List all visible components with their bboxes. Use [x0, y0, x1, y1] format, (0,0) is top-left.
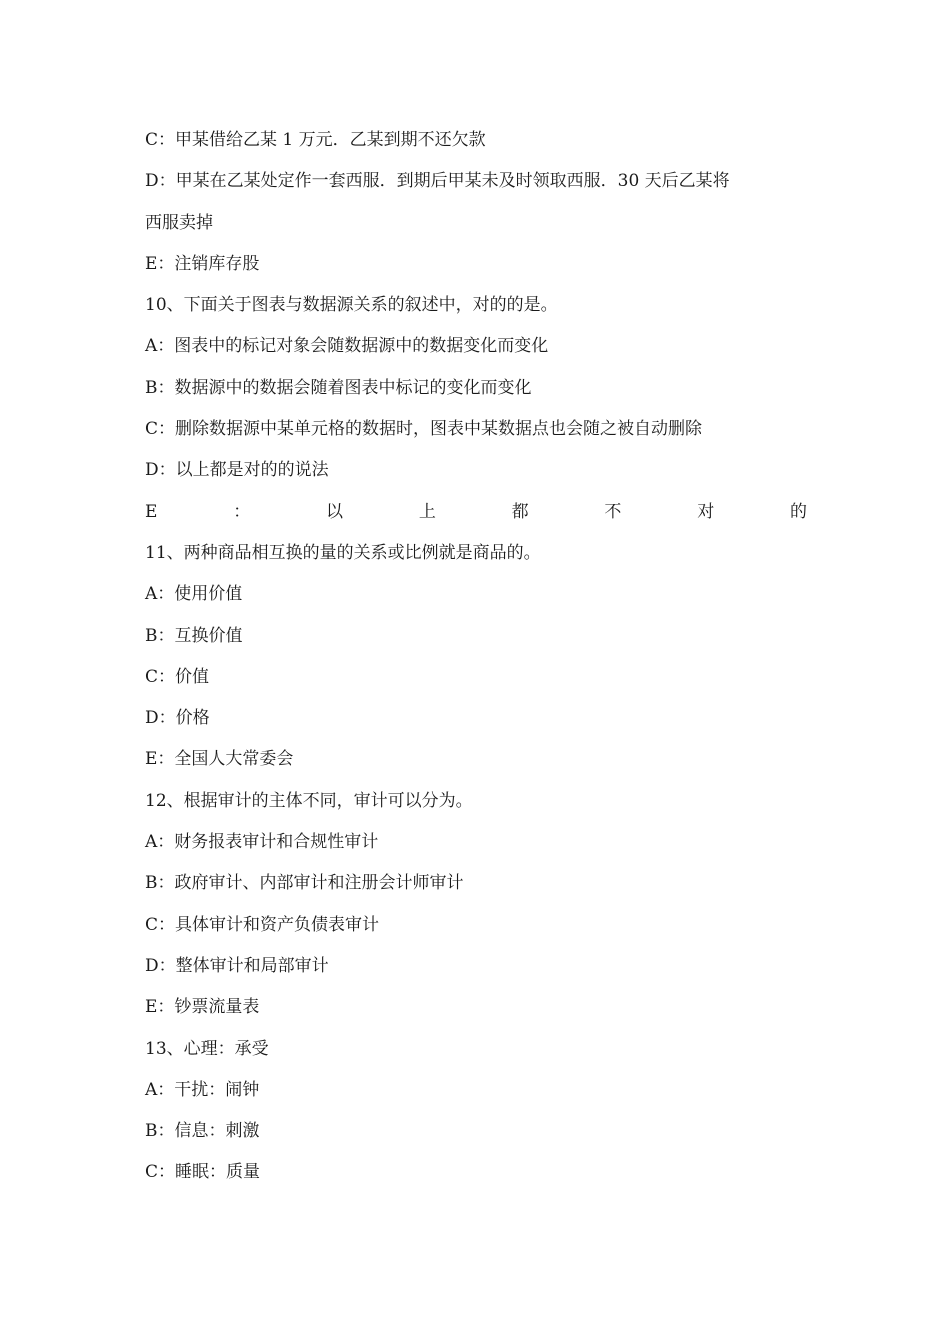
option-a-q13: A：干扰：闹钟: [145, 1079, 260, 1100]
option-a-q12: A：财务报表审计和合规性审计: [145, 832, 379, 853]
option-e-q10-char: ：: [233, 501, 251, 522]
option-e-q10-char: 以: [326, 501, 344, 522]
option-c-q10: C：删除数据源中某单元格的数据时，图表中某数据点也会随之被自动删除: [145, 419, 703, 440]
question-10: 10、下面关于图表与数据源关系的叙述中，对的的是。: [145, 295, 558, 316]
option-b-q11: B：互换价值: [145, 625, 243, 646]
option-b-q12: B：政府审计、内部审计和注册会计师审计: [145, 873, 464, 894]
option-e-q10: [145, 492, 807, 533]
option-d-q9: D：甲某在乙某处定作一套西服．到期后甲某未及时领取西服．30 天后乙某将: [145, 171, 730, 192]
option-e-q10-char: 的: [790, 501, 807, 522]
option-b-q10: B：数据源中的数据会随着图表中标记的变化而变化: [145, 377, 532, 398]
option-d-q11: D：价格: [145, 708, 210, 729]
option-d-q12: D：整体审计和局部审计: [145, 955, 329, 976]
option-c-q12: C：具体审计和资产负债表审计: [145, 914, 380, 935]
option-e-q10-char: 对: [697, 501, 715, 522]
option-e-q10-char: E: [145, 501, 158, 522]
question-13: 13、心理：承受: [145, 1038, 269, 1059]
question-12: 12、根据审计的主体不同，审计可以分为。: [145, 790, 473, 811]
option-e-q10-char: 都: [511, 501, 529, 522]
option-b-q13: B：信息：刺激: [145, 1121, 260, 1142]
option-e-q10-char: 上: [418, 501, 436, 522]
option-d-q10: D：以上都是对的的说法: [145, 460, 329, 481]
option-e-q11: E：全国人大常委会: [145, 749, 294, 770]
option-c-q11: C：价值: [145, 666, 210, 687]
option-e-q9: E：注销库存股: [145, 253, 260, 274]
option-d-q9-continuation: 西服卖掉: [145, 212, 213, 233]
option-a-q10: A：图表中的标记对象会随数据源中的数据变化而变化: [145, 336, 549, 357]
option-a-q11: A：使用价值: [145, 584, 243, 605]
option-e-q12: E：钞票流量表: [145, 997, 260, 1018]
option-c-q9: C：甲某借给乙某 1 万元．乙某到期不还欠款: [145, 130, 486, 150]
document-body: [145, 120, 807, 1194]
option-e-q10-char: 不: [604, 501, 622, 522]
question-11: 11、两种商品相互换的量的关系或比例就是商品的。: [145, 542, 541, 563]
option-c-q13: C：睡眠：质量: [145, 1162, 261, 1183]
